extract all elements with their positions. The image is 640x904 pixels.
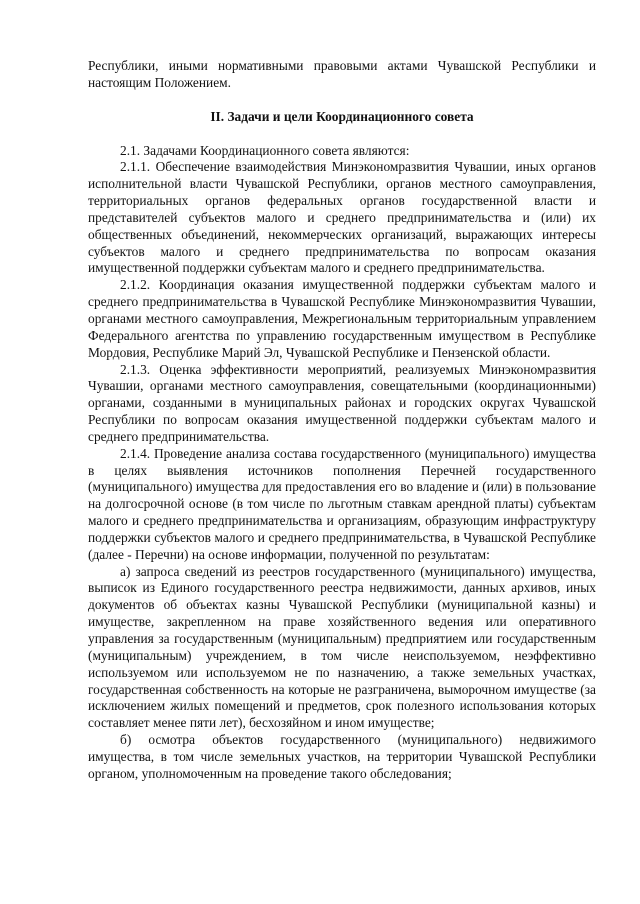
document-page <box>88 58 596 783</box>
paragraph-item-a: а) запроса сведений из реестров государственного (муниципального) имущества, выписок из Единого государственного реестра недвижимости, данных архивов, иных документов об объектах казны Чувашской Республики (муниципальной казны) и имуществе, закрепленном на праве хозяйственного ведения или оперативного управления за государственным (муниципальным) предприятием или государственным (муниципальным) учреждением, в том числе неиспользуемом, неэффективно используемом или используемом не по назначению, а также земельных участках, государственная собственность на которые не разграничена, выморочном имуществе (за исключением жилых помещений и предметов, срок полезного использования которых составляет менее пяти лет), бесхозяйном и ином имуществе; <box>88 563 596 731</box>
paragraph-item-b: б) осмотра объектов государственного (муниципального) недвижимого имущества, в том числе земельных участков, на территории Чувашской Республики органом, уполномоченным на проведение такого обследования; <box>88 732 596 781</box>
intro-paragraph: Республики, иными нормативными правовыми актами Чувашской Республики и настоящим Положением. <box>88 58 596 90</box>
paragraph-2-1-2: 2.1.2. Координация оказания имущественной поддержки субъектам малого и среднего предпринимательства в Чувашской Республике Минэкономразвития Чувашии, органами местного самоуправления, Межрегиональным территориальным управлением Федерального агентства по управлению государственным имуществом в Республике Мордовия, Республике Марий Эл, Чувашской Республике и Пензенской области. <box>88 277 596 360</box>
paragraph-2-1: 2.1. Задачами Координационного совета являются: <box>120 142 410 158</box>
paragraph-2-1-4: 2.1.4. Проведение анализа состава государственного (муниципального) имущества в целях выявления источников пополнения Перечней государственного (муниципального) имущества для предоставления его во владение и (или) в пользование на долгосрочной основе (в том числе по льготным ставкам арендной платы) субъектам малого и среднего предпринимательства и организациям, образующим инфраструктуру поддержки субъектов малого и среднего предпринимательства, в Чувашской Республике (далее - Перечни) на основе информации, полученной по результатам: <box>88 445 596 562</box>
paragraph-2-1-3: 2.1.3. Оценка эффективности мероприятий, реализуемых Минэкономразвития Чувашии, органами местного самоуправления, совещательными (координационными) органами, созданными в муниципальных районах и городских округах Чувашской Республики по вопросам оказания имущественной поддержки субъектам малого и среднего предпринимательства. <box>88 361 596 444</box>
section-heading: II. Задачи и цели Координационного совета <box>210 108 474 124</box>
paragraph-2-1-1: 2.1.1. Обеспечение взаимодействия Минэкономразвития Чувашии, иных органов исполнительной власти Чувашской Республики, органов местного самоуправления, территориальных органов федеральных органов государственной власти и представителей субъектов малого и среднего предпринимательства и (или) их общественных объединений, некоммерческих организаций, выражающих интересы субъектов малого и среднего предпринимательства по вопросам оказания имущественной поддержки субъектам малого и среднего предпринимательства. <box>88 159 596 276</box>
